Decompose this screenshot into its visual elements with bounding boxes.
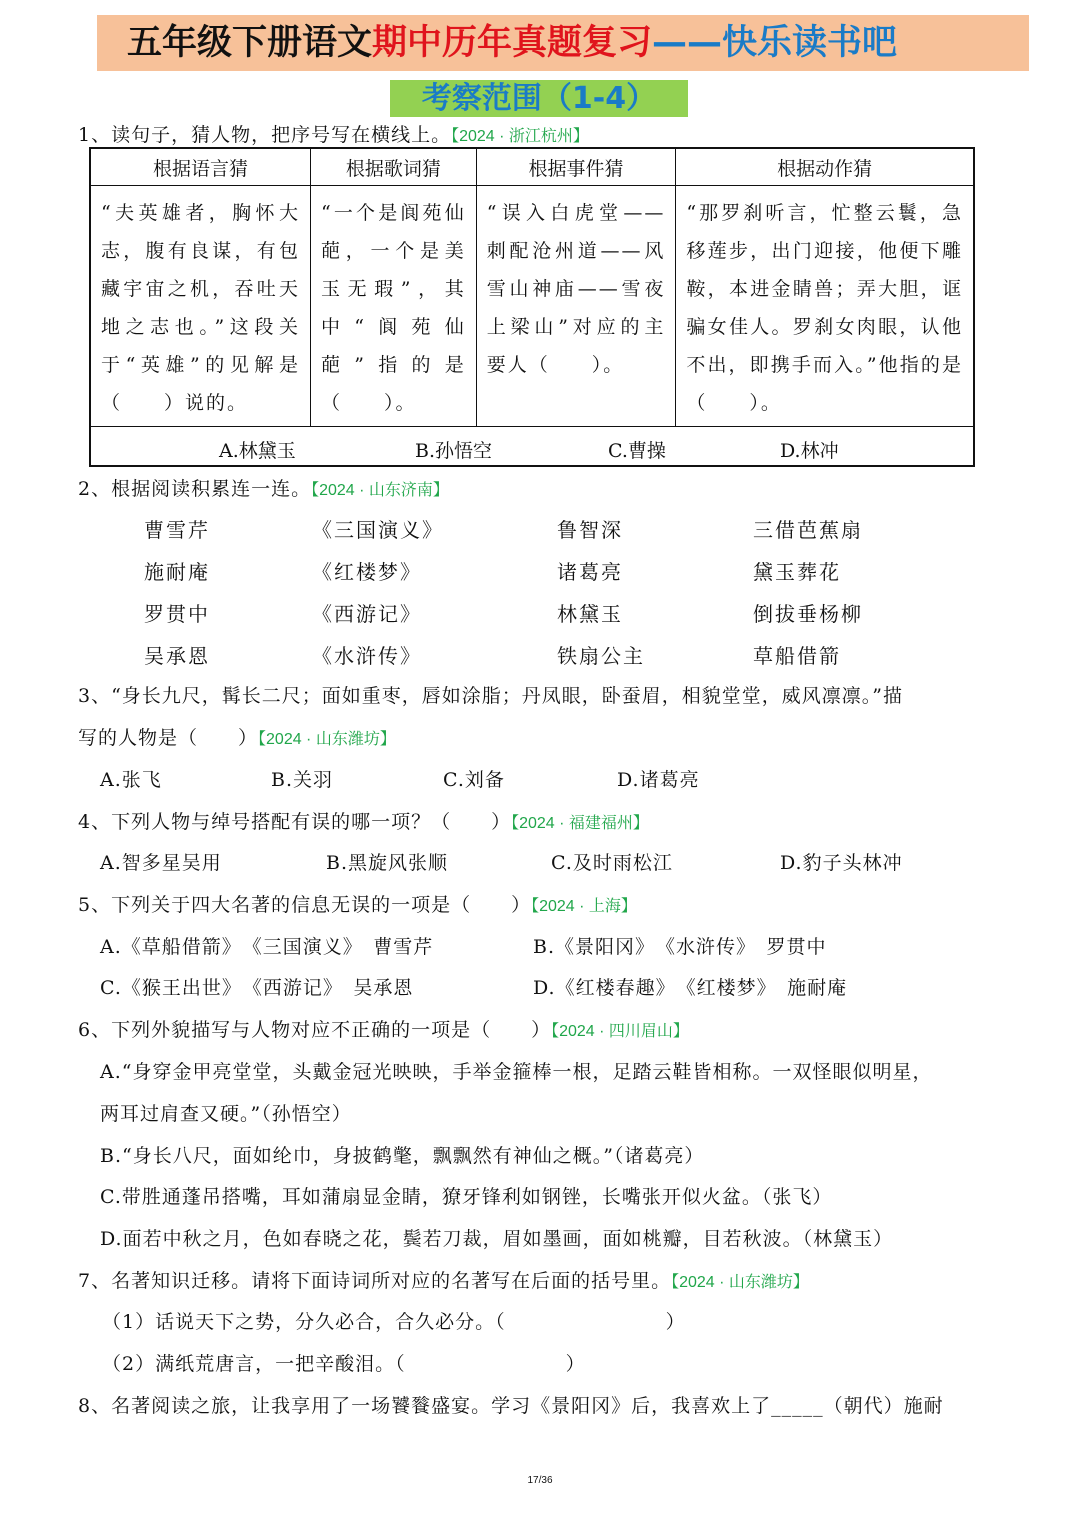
q4-option-c: C.及时雨松江 bbox=[551, 852, 673, 874]
q1-header-actions: 根据动作猜 bbox=[676, 148, 974, 186]
q2-event: 三借芭蕉扇 bbox=[753, 518, 863, 542]
title-part-review: 期中历年真题复习 bbox=[372, 23, 653, 63]
q1-table bbox=[89, 147, 975, 467]
q1-choice-a: A.林黛玉 bbox=[219, 440, 296, 462]
q6-option-a-line1: A.“身穿金甲亮堂堂，头戴金冠光映映，手举金箍棒一根，足踏云鞋皆相称。一双怪眼似明星， bbox=[100, 1061, 933, 1083]
q3-line2-row bbox=[78, 723, 396, 750]
q6-text: 6、下列外貌描写与人物对应不正确的一项是（ ） bbox=[78, 1019, 552, 1041]
q2-book: 《三国演义》 bbox=[312, 518, 444, 542]
q3-line1: 3、“身长九尺，髯长二尺；面如重枣，唇如涂脂；丹凤眼，卧蚕眉，相貌堂堂，威风凛凛。”描 bbox=[78, 685, 904, 707]
q2-author: 罗贯中 bbox=[144, 602, 210, 626]
q2-source: 【2024 · 山东济南】 bbox=[311, 482, 449, 499]
q1-header-language: 根据语言猜 bbox=[90, 148, 310, 186]
q1-prompt bbox=[78, 120, 589, 147]
q6-option-b: B.“身长八尺，面如纶巾，身披鹤氅，飘飘然有神仙之概。”（诸葛亮） bbox=[100, 1145, 705, 1167]
q1-source: 【2024 · 浙江杭州】 bbox=[451, 128, 589, 145]
q2-book: 《西游记》 bbox=[312, 602, 422, 626]
q5-text: 5、下列关于四大名著的信息无误的一项是（ ） bbox=[78, 894, 532, 916]
q7-item-1: （1）话说天下之势，分久必合，合久必分。（ ） bbox=[102, 1311, 686, 1333]
q6-option-d: D.面若中秋之月，色如春晓之花，鬓若刀裁，眉如墨画，面如桃瓣，目若秋波。（林黛玉） bbox=[100, 1228, 894, 1250]
q2-character: 铁扇公主 bbox=[557, 644, 645, 668]
q1-choice-d: D.林冲 bbox=[780, 440, 839, 462]
q2-text: 2、根据阅读积累连一连。 bbox=[78, 478, 312, 500]
q2-book: 《水浒传》 bbox=[312, 644, 422, 668]
q7-source: 【2024 · 山东潍坊】 bbox=[671, 1274, 809, 1291]
scope-banner: 考察范围（1-4） bbox=[390, 80, 688, 117]
q1-choice-b: B.孙悟空 bbox=[415, 440, 493, 462]
page-number: 17/36 bbox=[527, 1475, 553, 1486]
q7-text: 7、名著知识迁移。请将下面诗词所对应的名著写在后面的括号里。 bbox=[78, 1270, 672, 1292]
q1-header-lyrics: 根据歌词猜 bbox=[310, 148, 476, 186]
q1-cell-actions: “那罗刹听言，忙整云鬟，急移莲步，出门迎接，他便下雕鞍，本进金睛兽；弄大胆，诓骗女佳人。罗刹女肉眼，认他不出，即携手而入。”他指的是（ ）。 bbox=[676, 186, 974, 427]
q6-source: 【2024 · 四川眉山】 bbox=[551, 1023, 689, 1040]
q3-line2: 写的人物是（ ） bbox=[78, 727, 259, 749]
q6-option-a-line2: 两耳过肩查又硬。”（孙悟空） bbox=[100, 1103, 352, 1125]
q1-cell-language: “夫英雄者，胸怀大志，腹有良谋，有包藏宇宙之机，吞吐天地之志也。”这段关于“英雄”的见解是（ ）说的。 bbox=[90, 186, 310, 427]
title-banner bbox=[97, 15, 1029, 71]
q2-author: 施耐庵 bbox=[144, 560, 210, 584]
q1-cell-events: “误入白虎堂——刺配沧州道——风雪山神庙——雪夜上梁山”对应的主要人（ ）。 bbox=[476, 186, 676, 427]
q1-text: 1、读句子，猜人物，把序号写在横线上。 bbox=[78, 124, 452, 146]
q2-prompt bbox=[78, 474, 449, 501]
q1-choice-c: C.曹操 bbox=[608, 440, 666, 462]
q5-option-a: A.《草船借箭》 《三国演义》 曹雪芹 bbox=[100, 936, 434, 958]
q4-text: 4、下列人物与绰号搭配有误的哪一项？（ ） bbox=[78, 811, 512, 833]
q5-option-c: C.《猴王出世》 《西游记》 吴承恩 bbox=[100, 977, 414, 999]
q8-prompt: 8、名著阅读之旅，让我享用了一场饕餮盛宴。学习《景阳冈》后，我喜欢上了_____（朝代）施耐 bbox=[78, 1395, 944, 1417]
q2-character: 诸葛亮 bbox=[557, 560, 623, 584]
title-part-reading: ——快乐读书吧 bbox=[652, 23, 898, 63]
q2-character: 鲁智深 bbox=[557, 518, 623, 542]
title-part-grade: 五年级下册语文 bbox=[127, 23, 373, 63]
q4-prompt bbox=[78, 807, 649, 834]
q3-option-d: D.诸葛亮 bbox=[617, 769, 700, 791]
q1-cell-lyrics: “一个是阆苑仙葩，一个是美玉无瑕”，其中“阆苑仙葩”指的是（ ）。 bbox=[310, 186, 476, 427]
q2-author: 曹雪芹 bbox=[144, 518, 210, 542]
q3-source: 【2024 · 山东潍坊】 bbox=[258, 731, 396, 748]
q5-option-b: B.《景阳冈》 《水浒传》 罗贯中 bbox=[533, 936, 827, 958]
q2-event: 倒拔垂杨柳 bbox=[753, 602, 863, 626]
q5-prompt bbox=[78, 890, 637, 917]
q7-item-2: （2）满纸荒唐言，一把辛酸泪。（ ） bbox=[102, 1353, 586, 1375]
q2-book: 《红楼梦》 bbox=[312, 560, 422, 584]
q4-option-b: B.黑旋风张顺 bbox=[326, 852, 449, 874]
q5-option-d: D.《红楼春趣》 《红楼梦》 施耐庵 bbox=[533, 977, 848, 999]
q3-option-a: A.张飞 bbox=[100, 769, 162, 791]
q4-option-a: A.智多星吴用 bbox=[100, 852, 222, 874]
q3-option-c: C.刘备 bbox=[443, 769, 505, 791]
q2-character: 林黛玉 bbox=[557, 602, 623, 626]
q6-option-c: C.带胜通蓬吊搭嘴，耳如蒲扇显金睛，獠牙锋利如钢锉，长嘴张开似火盆。（张飞） bbox=[100, 1186, 833, 1208]
q6-prompt bbox=[78, 1015, 689, 1042]
q2-event: 黛玉葬花 bbox=[753, 560, 841, 584]
q4-option-d: D.豹子头林冲 bbox=[780, 852, 903, 874]
q3-option-b: B.关羽 bbox=[271, 769, 334, 791]
q1-header-events: 根据事件猜 bbox=[476, 148, 676, 186]
q2-author: 吴承恩 bbox=[144, 644, 210, 668]
q1-choices-row bbox=[90, 427, 974, 467]
q5-source: 【2024 · 上海】 bbox=[531, 898, 637, 915]
q2-event: 草船借箭 bbox=[753, 644, 841, 668]
q4-source: 【2024 · 福建福州】 bbox=[511, 815, 649, 832]
q7-prompt bbox=[78, 1266, 809, 1293]
